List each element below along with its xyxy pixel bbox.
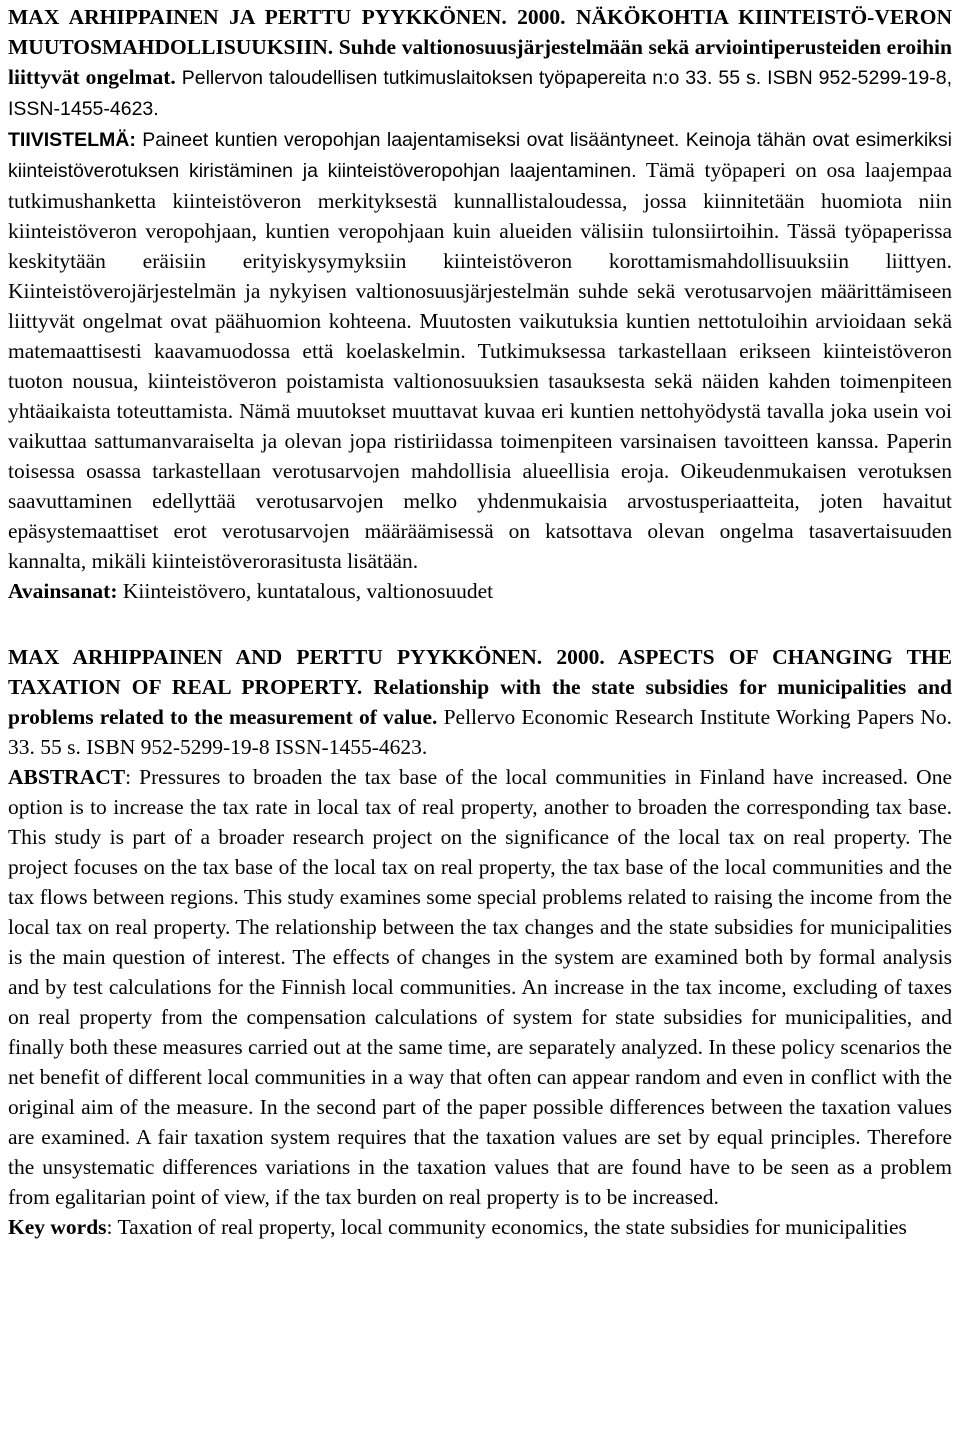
english-keywords-label: Key words [8, 1215, 107, 1239]
english-keywords-text: : Taxation of real property, local community economics, the state subsidies for municipalities [106, 1215, 907, 1239]
finnish-keywords-label: Avainsanat: [8, 579, 118, 603]
finnish-summary-body: Tämä työpaperi on osa laajempaa tutkimushanketta kiinteistöveron merkityksestä kunnallistaloudessa, jossa kiinnitetään huomiota niin kiinteistöveron veropohjaan, kuntien veropohjaan kuin alueiden välisiin tulonsiirtoihin. Tässä työpaperissa keskitytään eräisiin erityiskysymyksiin kiinteistöveron korottamismahdollisuuksiin liittyen. Kiinteistöverojärjestelmän ja nykyisen valtionosuusjärjestelmän suhde sekä verotusarvojen määrittämiseen liittyvät ongelmat ovat päähuomion kohteena. Muutosten vaikutuksia kuntien nettotuloihin arvioidaan sekä matemaattisesti kaavamuodossa että koelaskelmin. Tutkimuksessa tarkastellaan erikseen kiinteistöveron tuoton nousua, kiinteistöveron poistamista valtionosuuksien tasauksesta sekä näiden kahden toimenpiteen yhtäaikaista toteuttamista. Nämä muutokset muuttavat kuvaa eri kuntien nettohyödystä tavalla joka usein voi vaikuttaa sattumanvaraiselta ja olevan jopa ristiriidassa toimenpiteen varsinaisen tavoitteen kanssa. Paperin toisessa osassa tarkastellaan verotusarvojen mahdollisia alueellisia eroja. Oikeudenmukaisen verotuksen saavuttaminen edellyttää verotusarvojen melko yhdenmukaisia arvostusperiaatteita, joten havaitut epäsystemaattiset erot verotusarvojen määräämisessä on katsottava olevan ongelma tasavertaisuuden kannalta, mikäli kiinteistöverorasitusta lisätään. [8, 158, 953, 573]
english-abstract [8, 762, 952, 1212]
finnish-abstract-section [8, 2, 952, 606]
finnish-summary [8, 124, 952, 576]
english-abstract-label: ABSTRACT [8, 765, 126, 789]
finnish-keywords [8, 576, 952, 606]
english-keywords [8, 1212, 952, 1242]
finnish-citation-title: MAX ARHIPPAINEN JA PERTTU PYYKKÖNEN. 2000. NÄKÖKOHTIA KIINTEISTÖ-VERON MUUTOSMAHDOLLISUUKSIIN. Suhde valtionosuusjärjestelmään sekä arviointiperusteiden eroihin liittyvät ongelmat. [8, 5, 952, 89]
finnish-keywords-text: Kiinteistövero, kuntatalous, valtionosuudet [117, 579, 494, 603]
finnish-summary-lead: Paineet kuntien veropohjan laajentamiseksi ovat lisääntyneet. Keinoja tähän ovat esimerkiksi kiinteistöverotuksen kiristäminen ja kiinteistöveropohjan laajentaminen. [8, 129, 952, 182]
english-citation [8, 642, 952, 762]
english-abstract-section [8, 642, 952, 1242]
finnish-citation-isbn: ISBN 952-5299-19-8, ISSN-1455-4623. [8, 67, 952, 120]
english-citation-title: MAX ARHIPPAINEN AND PERTTU PYYKKÖNEN. 2000. ASPECTS OF CHANGING THE TAXATION OF REAL PROPERTY. Relationship with the state subsidies for municipalities and problems related to the measurement of value. [8, 645, 952, 729]
english-citation-series: Pellervo Economic Research Institute Working Papers No. 33. 55 s. ISBN 952-5299-19-8 ISSN-1455-4623. [8, 705, 952, 759]
finnish-citation-series: Pellervon taloudellisen tutkimuslaitoksen työpapereita n:o 33. 55 s. [175, 67, 762, 89]
finnish-summary-label: TIIVISTELMÄ: [8, 129, 136, 151]
english-abstract-text: : Pressures to broaden the tax base of the local communities in Finland have increased. One option is to increase the tax rate in local tax of real property, another to broaden the corresponding tax base. This study is part of a broader research project on the significance of the local tax on real property. The project focuses on the tax base of the local tax on real property, the tax base of the local communities and the tax flows between regions. This study examines some special problems related to raising the income from the local tax on real property. The relationship between the tax changes and the state subsidies for municipalities is the main question of interest. The effects of changes in the system are examined both by formal analysis and by test calculations for the Finnish local communities. An increase in the tax income, excluding of taxes on real property from the compensation calculations of system for state subsidies for municipalities, and finally both these measures carried out at the same time, are separately analyzed. In these policy scenarios the net benefit of different local communities in a way that often can appear random and even in conflict with the original aim of the measure. In the second part of the paper possible differences between the taxation values are examined. A fair taxation system requires that the taxation values are set by equal principles. Therefore the unsystematic differences variations in the taxation values that are found have to be seen as a problem from egalitarian point of view, if the tax burden on real property is to be increased. [8, 765, 952, 1209]
finnish-citation [8, 2, 952, 124]
